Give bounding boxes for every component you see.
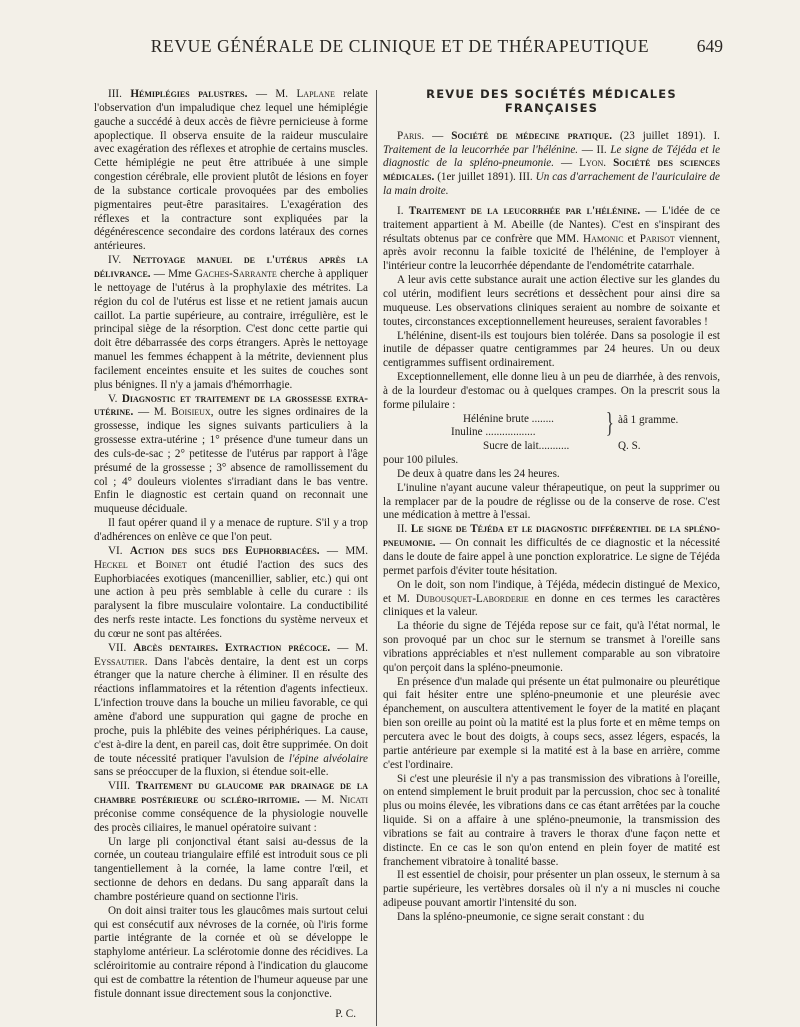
author-name: Hamonic [583,232,624,245]
right-column [383,88,720,925]
paragraph: On doit ainsi traiter tous les glaucômes mais surtout celui qui est consécutif aux névroses de la cornée, où l'iris forme partie intégrante de la cornée et où se développe le staphylome antérieur. La sclérotomie donne des récidives. La scléroiritomie au contraire répond à l'indication du glaucome qui est de combattre la rétention de l'humeur aqueuse par une fistule donnant issue directement sous la conjonctive. [94,904,368,1000]
paragraph: La théorie du signe de Téjéda repose sur ce fait, qu'à l'état normal, le son provoqué par un choc sur le sternum se transmet à l'oreille sans vibrations appréciables et n'est nullement comparable au son vibratoire qu'on perçoit dans la spléno-pneumonie. [383,620,720,674]
signature: P. C. [335,1007,356,1020]
item-title: Diagnostic et traitement de la grossesse extra-utérine. [94,392,368,419]
column-divider [376,90,377,1026]
article-helenine [383,205,720,274]
prescription [383,407,720,468]
ingredient: Hélénine brute ........ [463,412,554,425]
running-head [0,34,800,62]
item-number: III. [108,88,122,100]
body-text: en donne en ces termes les caractères cliniques et la valeur. [383,592,720,619]
summary-item: Un cas d'arrachement de l'auriculaire de la main droite. [383,171,721,198]
item-title: Action des sucs des Euphorbiacées. [129,544,320,557]
body-text: On le doit, son nom l'indique, à Téjéda, médecin distingué de Mexico, et M. [383,578,720,605]
conjunction: et [127,558,156,571]
author-name: Heckel [94,558,128,571]
summary-item: Traitement de la leucorrhée par l'hélénine. [383,143,579,156]
paragraph: En présence d'un malade qui présente un état pulmonaire ou pleurétique qui fait hésiter entre une spléno-pneumonie et une pleurésie avec épanchement, on auscultera attentivement le foyer de la matité en plaçant bien son oreille au point où la matité est la plus forte et en même temps on percutera avec le bout des doigts, à coups secs, assez légers, espacés, la partie antérieure par exemple si la matité est à la base en arrière, comme c'est l'ordinaire. [383,675,720,771]
item-title: Nettoyage manuel de l'utérus après la délivrance. [94,254,368,280]
paragraph: Si c'est une pleurésie il n'y a pas transmission des vibrations à l'oreille, on entend simplement le bruit produit par la percussion, choc sec à tonalité plus ou moins élevée, les vibrations dans ce cas étant arrêtées par la couche liquide. Si on a affaire à une spléno-pneumonie, la transmission des vibrations se fait au contraire à travers le thorax d'une façon nette et distincte. En ce cas le son qu'on entend en plein foyer de matité est franchement vibratoire à tonalité basse. [383,772,720,868]
body-text: , outre les signes ordinaires de la grossesse, indique les signes suivants particuliers à la grossesse extra-utérine ; 1° présence d'une tumeur dans un des culs-de-sac ; 2° petitesse de l'utérus par rapport à l'âge présumé de la grossesse ; 3° absence de ramollissement du col ; 4° douleurs violentes s'irradiant dans le bas ventre. Enfin le diagnostic est certain quand on reconnait une muqueuse déciduale. [94,406,369,516]
body-text: — On connait les difficultés de ce diagnostic et la nécessité dans le doute de faire appel à une ponction exploratrice. Le signe de Téjéda permet parfois d'éviter toute hésitation. [383,537,720,577]
paragraph: L'hélénine, disent-ils est toujours bien tolérée. Dans sa posologie il est inutile de dépasser quatre centigrammes par 24 heures. Un ou deux centigrammes suffisent ordinairement. [383,329,720,370]
item-title: Le signe de Téjéda et le diagnostic différentiel de la spléno-pneumonie. [383,523,720,550]
article-euphorbiacees [94,545,368,642]
body-text: relate l'observation d'un impaludique chez lequel une hémiplégie gauche a succédé à deux accès de fièvre pernicieuse à forme apoplectique. Il observa ensuite de la raideur musculaire avec exagération des réflexes et atrophie de certains muscles. Cette hémiplégie ne peut être attribuée à une simple congestion cérébrale, elle provient plutôt de lésions en foyer de la substance corticale provoquées par des embolies pigmentaires peut-être parasitaires. L'exagération des réflexes et la contracture sont expliquées par la dégénérescence secondaire des cordons latéraux des cornes antérieures. [94,88,369,253]
prescription-line [383,454,720,468]
dash: — M. [330,641,368,654]
paragraph [383,579,720,621]
dash: — M. [133,406,172,419]
item-number: I. [397,204,404,217]
author-name: Eyssautier [94,655,145,668]
paragraph: A leur avis cette substance aurait une action élective sur les glandes du col utérin, modifient leurs secrétions et dessèchent pour ainsi dire sa muqueuse. Les observations cliniques seraient au nombre de soixante et toutes, circonstances exceptionnellement heureuses, seraient favorables ! [383,274,720,328]
italic-term: l'épine alvéolaire [288,752,368,765]
brace: } [605,407,614,439]
item-title: Hémiplégies palustres. [130,88,248,100]
body-text: viennent, après avoir reconnu la faible toxicité de l'hélénine, de l'employer à l'intérieur contre la leucorrhée dépendante de l'endométrite catarrhale. [383,232,720,273]
dash: — [554,157,580,170]
page-number: 649 [696,36,723,56]
author-name: Boisieux [171,406,211,419]
author-name: Boinet [155,558,187,571]
item-title: Traitement de la leucorrhée par l'hélénine. [408,204,641,217]
paragraph: De deux à quatre dans les 24 heures. [397,467,560,480]
ingredient: Sucre de lait........... [483,440,570,453]
body-text: sans se préoccuper de la fluxion, si étendue soit-elle. [94,766,329,779]
item-number: VI. [108,544,123,557]
society-name: Société de médecine pratique. [451,129,613,142]
dash: — II. [578,143,611,156]
paragraph: Il faut opérer quand il y a menace de rupture. S'il y a trop d'adhérences on enlève ce que l'on peut. [94,517,368,543]
body-text: préconise comme conséquence de la physiologie nouvelle des procès ciliaires, le manuel opératoire suivant : [94,807,368,834]
article-glaucome [94,780,368,835]
author-name: Dubousquet-Laborderie [415,592,529,605]
body-text: ont étudié l'action des sucs des Euphorbiacées exotiques (mancenillier, sablier, etc.) qui ont une action à peu près semblable à celle du curare : ils paralysent la fibre musculaire volontaire. La conductibilité des nerfs reste intacte. Les fonctions du système nerveux et du cœur ne sont pas altérées. [94,558,368,640]
section-summary [383,130,720,199]
society-name: Société des sciences médicales. [383,157,720,184]
article-abces [94,642,368,780]
journal-title: REVUE GÉNÉRALE DE CLINIQUE ET DE THÉRAPEUTIQUE [150,36,650,56]
date-text: (1er juillet 1891). III. [434,171,536,184]
paragraph: Un large pli conjonctival étant saisi au-dessus de la cornée, un couteau triangulaire effilé est introduit sous ce pli tangentiellement à la cornée, la lame contre l'œil, et sectionne de dehors en dedans. Du sang apparaît dans la chambre postérieure quand on sectionne l'iris. [94,835,368,903]
conjunction: et [623,232,640,245]
article-hemiplegies [94,88,368,254]
article-tejeda [383,523,720,578]
item-title: Traitement du glaucome par drainage de la chambre postérieure ou scléro-iritomie. [94,780,368,807]
dash: — M. [299,794,340,807]
quantity: pour 100 pilules. [383,454,459,467]
left-column [94,88,368,1022]
paragraph: Dans la spléno-pneumonie, ce signe serait constant : du [397,910,645,923]
item-number: V. [108,392,118,405]
dose: àâ 1 gramme. [618,413,679,426]
article-nettoyage [94,254,368,392]
city-name: Lyon. [579,157,607,170]
author-name: Parisot [639,232,675,245]
dose: Q. S. [618,440,641,453]
city-name: Paris. [397,129,425,142]
paragraph: Exceptionnellement, elle donne lieu à un peu de diarrhée, à des renvois, à de la lourdeur d'estomac ou à quelques crampes. On la prescrit sous la forme pilulaire : [383,371,720,411]
author-name: Gaches-Sarrante [194,267,277,280]
date-text: (23 juillet 1891). I. [612,129,720,142]
dash: — M. [247,88,297,100]
item-number: IV. [108,254,122,267]
article-grossesse [94,393,368,518]
dash: — [424,129,452,142]
body-text: — L'idée de ce traitement appartient à M. Abeille (de Nantes). C'est en s'inspirant des résultats obtenus par ce confrère que MM. [383,204,721,245]
author-name: Laplane [296,88,335,100]
dash: — MM. [319,544,368,557]
summary-item: Le signe de Téjéda et le diagnostic de la spléno-pneumonie. [383,143,721,170]
item-title: Abcès dentaires. Extraction précoce. [133,641,331,654]
item-number: VIII. [108,780,130,793]
body-text: cherche à appliquer le nettoyage de l'utérus à la prophylaxie des métrites. La région du col de l'utérus est lisse et ne retient jamais aucun caillot. La partie supérieure, au contraire, irrégulière, est le principal siège de la résorption. C'est donc cette partie qui doit être débarrassée des corps étrangers. Après le nettoyage manuel les femmes échappent à la métrite, deviennent plus facilement enceintes ensuite et les suites de couches sont plus bénignes. Il n'y a jamais d'hémorrhagie. [94,267,368,391]
paragraph: Il est essentiel de choisir, pour présenter un plan osseux, le sternum à sa partie supérieure, les vertèbres dorsales où il n'y a ni muscles ni couche adipeuse pouvant amortir l'intensité du son. [383,869,720,910]
item-number: VII. [108,641,127,654]
body-text: . Dans l'abcès dentaire, la dent est un corps étranger que la nature cherche à éliminer. Il en résulte des réactions inflammatoires et la rétention d'agents infectieux. L'infection trouve dans la bouche un milieu favorable, ce qui amène d'abord une suppuration qui gagne de proche en proche, puis la phlébite des veines périphériques. La cause, c'est à-dire la dent, en pareil cas, doit être supprimée. On doit de toute nécessité pratiquer l'avulsion de [94,655,368,765]
section-title: REVUE DES SOCIÉTÉS MÉDICALES FRANÇAISES [426,87,677,115]
author-name: Nicati [339,794,369,807]
prescription-line [403,440,720,454]
ingredient: Inuline .................. [451,426,536,439]
paragraph: L'inuline n'ayant aucune valeur thérapeutique, on peut la supprimer ou la remplacer par de la poudre de réglisse ou de la conserve de rose. C'est une médication à mettre à l'essai. [383,481,720,522]
dash: — Mme [150,267,195,280]
item-number: II. [397,523,408,536]
